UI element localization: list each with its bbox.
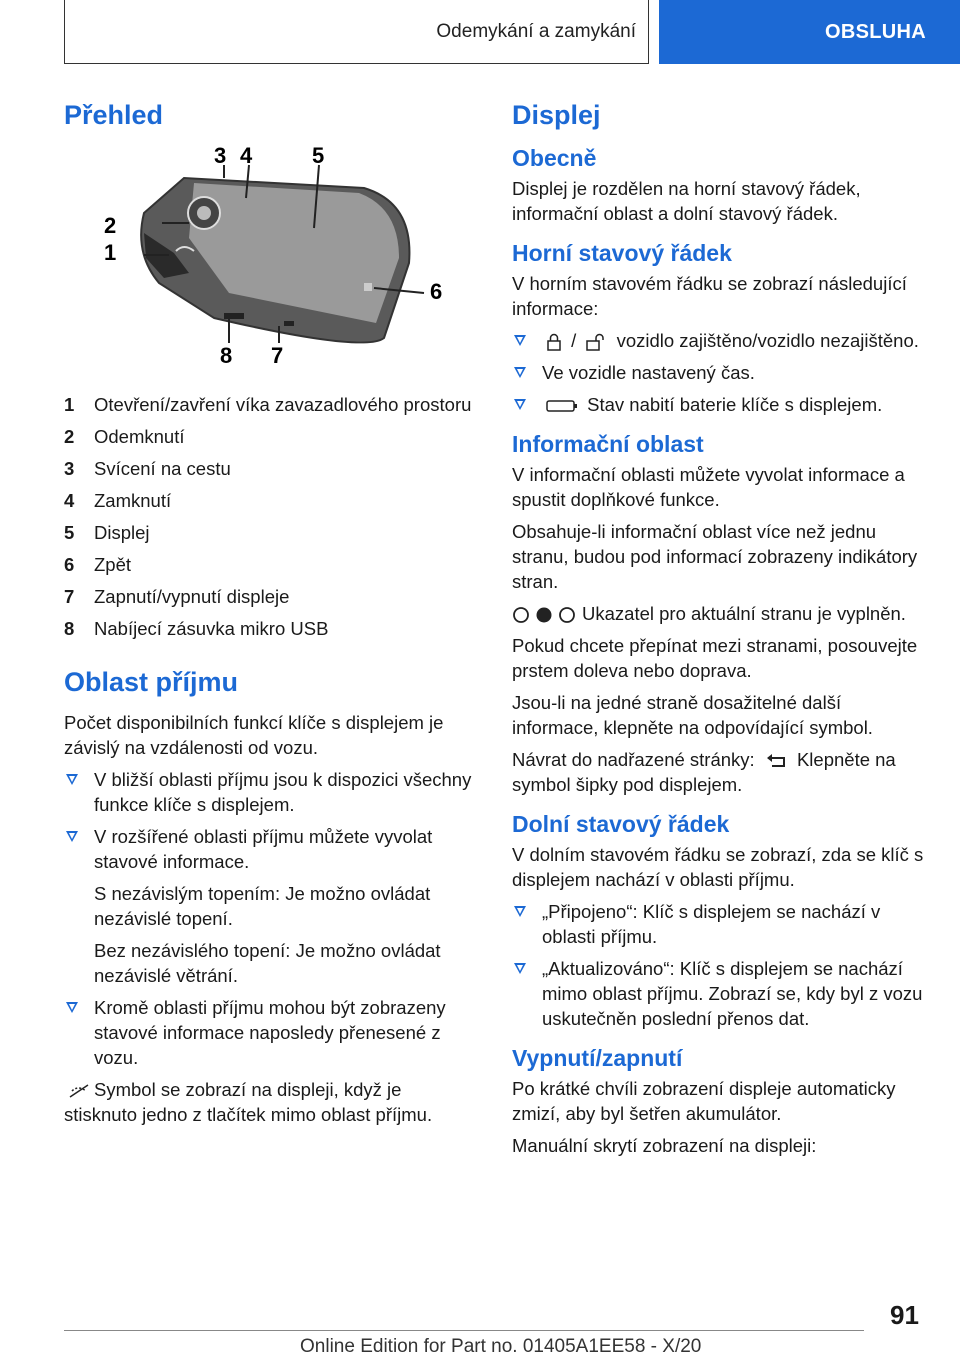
info-p2: Obsahuje-li informační oblast více než jednu stranu, budou pod informací zobrazeny indikátory stran. xyxy=(512,521,918,592)
header-chapter: OBSLUHA xyxy=(659,0,960,64)
triangle-bullet-icon xyxy=(514,399,526,410)
range-bullets xyxy=(64,767,479,1070)
top-bar-text: V horním stavovém řádku se zobrazí následující informace: xyxy=(512,273,907,319)
range-symbol-note: Symbol se zobrazí na displeji, když je stisknuto jedno z tlačítek mimo oblast příjmu. xyxy=(64,1079,433,1125)
top-bar-title: Horní stavový řádek xyxy=(512,240,732,266)
figure-label-2: 2 xyxy=(104,213,117,238)
list-item: „Připojeno“: Klíč s displejem se nachází v oblasti příjmu. xyxy=(512,899,932,949)
sub-paragraph: S nezávislým topením: Je možno ovládat nezávislé topení. xyxy=(94,883,431,929)
figure-label-8: 8 xyxy=(220,343,233,368)
bottom-bar-text: V dolním stavovém řádku se zobrazí, zda se klíč s displejem nachází v oblasti příjmu. xyxy=(512,844,924,890)
header-section: Odemykání a zamykání xyxy=(64,0,649,64)
figure-label-6: 6 xyxy=(430,279,443,304)
footer-edition: Online Edition for Part no. 01405A1EE58 - X/20 xyxy=(300,1336,702,1357)
figure-label-3: 3 xyxy=(214,143,227,168)
figure-label-7: 7 xyxy=(271,343,284,368)
info-p1: V informační oblasti můžete vyvolat informace a spustit doplňkové funkce. xyxy=(512,464,905,510)
triangle-bullet-icon xyxy=(66,831,78,842)
list-item: / vozidlo zajištěno/vozidlo nezajištěno. xyxy=(512,328,932,353)
footer-divider xyxy=(64,1330,864,1331)
legend-item: 5 Displej xyxy=(64,522,150,543)
figure-label-4: 4 xyxy=(240,143,253,168)
list-item: Kromě oblasti příjmu mohou být zobrazeny stavové informace naposledy přenesené z vozu. xyxy=(64,995,479,1070)
triangle-bullet-icon xyxy=(514,963,526,974)
info-p3: Ukazatel pro aktuální stranu je vyplněn. xyxy=(512,601,932,626)
list-item: „Aktualizováno“: Klíč s displejem se nachází mimo oblast příjmu. Zobrazí se, kdy byl z vozu uskutečněn poslední přenos dat. xyxy=(512,956,932,1031)
bottom-bar-bullets xyxy=(512,899,932,1031)
triangle-bullet-icon xyxy=(66,1002,78,1013)
on-off-p1: Po krátké chvíli zobrazení displeje automaticky zmizí, aby byl šetřen akumulátor. xyxy=(512,1078,896,1124)
battery-icon xyxy=(546,399,578,413)
right-column xyxy=(512,100,932,1165)
legend-list xyxy=(64,389,479,645)
sub-paragraph: Bez nezávislého topení: Je možno ovládat nezávislé větrání. xyxy=(94,940,441,986)
on-off-p2: Manuální skrytí zobrazení na displeji: xyxy=(512,1135,817,1156)
legend-item: 7 Zapnutí/vypnutí displeje xyxy=(64,586,290,607)
legend-item: 3 Svícení na cestu xyxy=(64,458,231,479)
figure-label-1: 1 xyxy=(104,240,117,265)
list-item: V bližší oblasti příjmu jsou k dispozici všechny funkce klíče s displejem. xyxy=(64,767,479,817)
display-title: Displej xyxy=(512,100,601,130)
info-p5: Jsou-li na jedné straně dosažitelné další informace, klepněte na odpovídající symbol. xyxy=(512,692,873,738)
info-p4: Pokud chcete přepínat mezi stranami, posouvejte prstem doleva nebo doprava. xyxy=(512,635,918,681)
page-number: 91 xyxy=(890,1300,919,1330)
legend-item: 4 Zamknutí xyxy=(64,490,172,511)
display-key-illustration xyxy=(64,143,464,368)
legend-item: 2 Odemknutí xyxy=(64,426,185,447)
back-arrow-icon xyxy=(764,752,788,770)
page-indicator-icon xyxy=(512,606,578,624)
triangle-bullet-icon xyxy=(514,335,526,346)
list-item: V rozšířené oblasti příjmu můžete vyvolat stavové informace. S nezávislým topením: Je možno ovládat nezávislé topení. Bez nezávislého topení: Je možno ovládat nezávislé větrání. xyxy=(64,824,479,988)
list-item: Stav nabití baterie klíče s displejem. xyxy=(512,392,932,417)
legend-item: 6 Zpět xyxy=(64,554,132,575)
bottom-bar-title: Dolní stavový řádek xyxy=(512,811,730,837)
left-column xyxy=(64,100,479,1134)
triangle-bullet-icon xyxy=(514,906,526,917)
range-title: Oblast příjmu xyxy=(64,667,239,697)
overview-title: Přehled xyxy=(64,100,164,130)
top-bar-bullets xyxy=(512,328,932,417)
legend-item: 1 Otevření/zavření víka zavazadlového prostoru xyxy=(64,394,472,415)
range-intro: Počet disponibilních funkcí klíče s displejem je závislý na vzdálenosti od vozu. xyxy=(64,712,444,758)
triangle-bullet-icon xyxy=(66,774,78,785)
lock-open-icon xyxy=(585,333,607,351)
legend-item: 8 Nabíjecí zásuvka mikro USB xyxy=(64,618,329,639)
lock-closed-icon xyxy=(546,333,562,351)
general-title: Obecně xyxy=(512,145,597,171)
list-item: Ve vozidle nastavený čas. xyxy=(512,360,932,385)
on-off-title: Vypnutí/zapnutí xyxy=(512,1045,683,1071)
info-area-title: Informační oblast xyxy=(512,431,704,457)
no-signal-icon xyxy=(68,1083,90,1099)
info-p6: Návrat do nadřazené stránky: Klepněte na symbol šipky pod displejem. xyxy=(512,749,896,795)
general-text: Displej je rozdělen na horní stavový řádek, informační oblast a dolní stavový řádek. xyxy=(512,178,861,224)
figure-label-5: 5 xyxy=(312,143,325,168)
triangle-bullet-icon xyxy=(514,367,526,378)
